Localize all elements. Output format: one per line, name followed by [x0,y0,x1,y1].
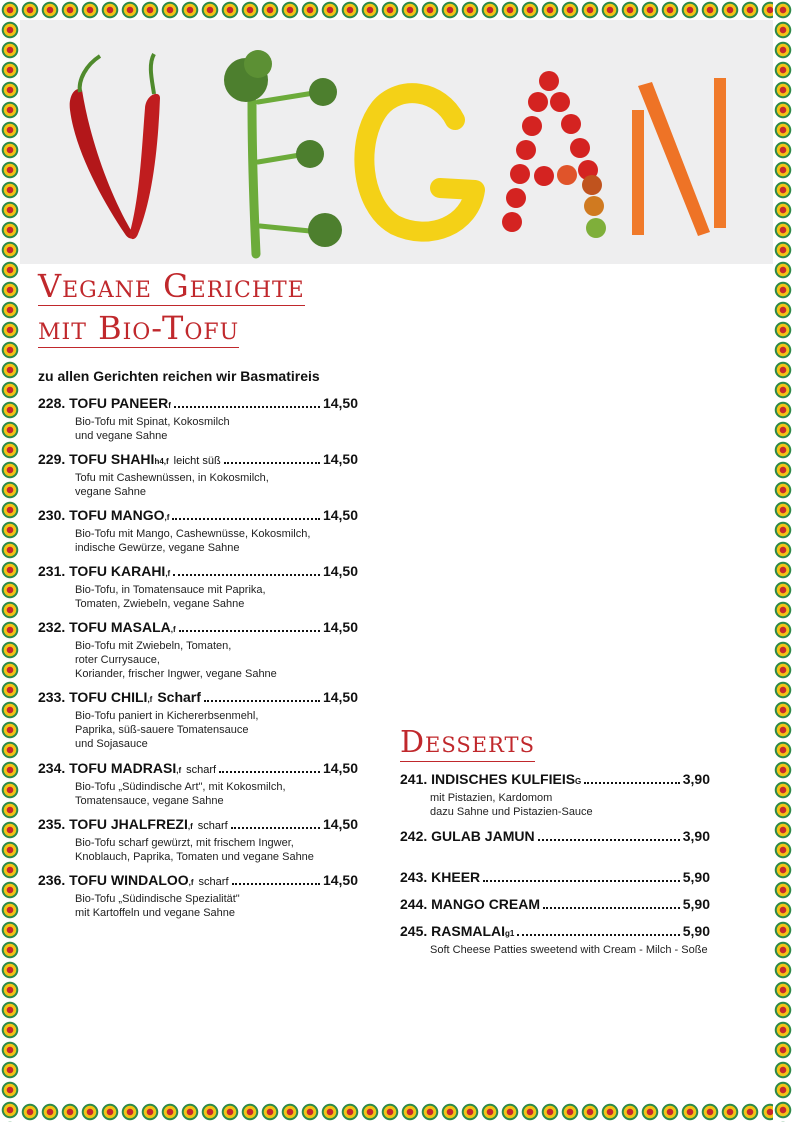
menu-item [38,450,358,499]
menu-item-description: Bio-Tofu „Südindische Spezialität" [75,893,240,905]
dot-leader [517,934,679,936]
menu-item-description: Bio-Tofu mit Spinat, Kokosmilch [75,416,230,428]
menu-item-description: vegane Sahne [75,486,146,498]
menu-item-description: roter Currysauce, [75,654,160,666]
menu-item-heading [38,759,358,780]
menu-item-heading [38,394,358,415]
cherry-tomatoes-a [502,71,606,238]
menu-item-description: Soft Cheese Patties sweetend with Cream - Milch - Soße [430,944,708,956]
menu-item-heading [38,562,358,583]
menu-item-heading [38,506,358,527]
menu-item [38,618,358,681]
dot-leader [172,518,320,520]
menu-item-name: 233. TOFU CHILI [38,689,148,705]
yellow-pepper-g [364,93,475,231]
menu-item-price: 14,50 [322,816,358,832]
allergen-code: ,f [170,625,176,634]
menu-item-description: und vegane Sahne [75,430,168,442]
menu-item-name: 244. MANGO CREAM [400,896,541,912]
menu-item-price: 14,50 [322,395,358,411]
menu-item [38,759,358,808]
menu-item-price: 14,50 [322,689,358,705]
menu-item-name: 236. TOFU WINDALOO [38,872,189,888]
menu-item-name: 242. GULAB JAMUN [400,828,535,844]
chili-pepper-v [70,54,160,239]
menu-item-heading [400,895,710,913]
allergen-code: h4,f [154,457,169,466]
ornamental-border-right [773,0,793,1122]
dot-leader [224,462,320,464]
ornamental-border-bottom [0,1102,793,1122]
menu-item [400,895,710,913]
menu-item-name: 241. INDISCHES KULFIEIS [400,771,576,787]
menu-item-name: 228. TOFU PANEER [38,395,169,411]
menu-item [38,394,358,443]
menu-item [38,506,358,555]
allergen-code: ,f [187,822,193,831]
menu-item-name: 245. RASMALAI [400,923,506,939]
menu-item-heading [38,450,358,471]
menu-item-price: 5,90 [682,896,710,912]
spiciness-note: Scharf [157,689,201,705]
menu-item-description: Tomaten, Zwiebeln, vegane Sahne [75,598,245,610]
menu-item-description: Bio-Tofu paniert in Kichererbsenmehl, [75,710,259,722]
allergen-code: ,f [188,878,194,887]
menu-item-price: 14,50 [322,760,358,776]
menu-item-name: 232. TOFU MASALA [38,619,171,635]
dot-leader [232,883,320,885]
menu-item-price: 14,50 [322,563,358,579]
menu-item-price: 3,90 [682,771,710,787]
menu-item-heading [400,827,710,845]
section-title-line-2: mit Bio-Tofu [38,309,240,347]
allergen-code: ,f [165,569,171,578]
menu-item-name: 235. TOFU JHALFREZI [38,816,188,832]
menu-item-description: Knoblauch, Paprika, Tomaten und vegane Sahne [75,851,314,863]
allergen-code: ,f [176,766,182,775]
menu-item [38,815,358,864]
menu-item [38,871,358,920]
dot-leader [538,839,680,841]
menu-item-price: 3,90 [682,828,710,844]
menu-item-description: Tomatensauce, vegane Sahne [75,795,224,807]
menu-item-price: 14,50 [322,451,358,467]
allergen-code: G [575,777,582,786]
menu-item-description: indische Gewürze, vegane Sahne [75,542,240,554]
menu-item-price: 5,90 [682,869,710,885]
menu-item-heading [400,868,710,886]
menu-item-name: 231. TOFU KARAHI [38,563,166,579]
dot-leader [219,771,320,773]
menu-item-description: mit Pistazien, Kardomom [430,792,553,804]
allergen-code: f [168,401,171,410]
menu-item [400,770,710,819]
menu-item [400,922,710,957]
menu-item-name: 234. TOFU MADRASI [38,760,177,776]
ornamental-border-top [0,0,793,20]
intro-note: zu allen Gerichten reichen wir Basmatireis [38,368,320,384]
allergen-code: ,f [164,513,170,522]
menu-item-description: Bio-Tofu, in Tomatensauce mit Paprika, [75,584,266,596]
menu-item-name: 230. TOFU MANGO [38,507,165,523]
menu-item-heading [38,688,358,709]
spiciness-note: scharf [186,764,217,776]
vegan-vegetable-photo [20,20,773,264]
dot-leader [231,827,320,829]
menu-item-heading [38,815,358,836]
ornamental-border-left [0,0,20,1122]
menu-item-price: 5,90 [682,923,710,939]
section-title-desserts-text: Desserts [400,725,535,760]
section-title-vegan-dishes [38,267,305,354]
menu-item-heading [38,618,358,639]
menu-item-description: Paprika, süß-sauere Tomatensauce [75,724,249,736]
menu-item-description: Bio-Tofu mit Mango, Cashewnüsse, Kokosmilch, [75,528,311,540]
section-title-line-1: Vegane Gerichte [38,267,305,305]
menu-item-description: Bio-Tofu mit Zwiebeln, Tomaten, [75,640,232,652]
menu-item-heading [400,770,710,791]
menu-item-heading [38,871,358,892]
menu-item-description: Bio-Tofu „Südindische Art", mit Kokosmilch, [75,781,286,793]
menu-item-description: und Sojasauce [75,738,148,750]
allergen-code: ,f [147,695,153,704]
allergen-code: g1 [505,929,515,938]
spiciness-note: scharf [198,876,229,888]
menu-item-heading [400,922,710,943]
menu-item-description: dazu Sahne und Pistazien-Sauce [430,806,593,818]
carrot-sticks-n [632,78,726,236]
menu-item-price: 14,50 [322,619,358,635]
menu-item-name: 229. TOFU SHAHI [38,451,155,467]
spiciness-note: leicht süß [173,455,221,467]
dot-leader [543,907,680,909]
menu-item [38,688,358,751]
menu-item [400,868,710,886]
spiciness-note: scharf [197,820,228,832]
menu-item-name: 243. KHEER [400,869,481,885]
menu-item-description: Tofu mit Cashewnüssen, in Kokosmilch, [75,472,269,484]
broccolini-e [224,50,342,254]
section-title-desserts [400,725,535,762]
menu-item-description: Bio-Tofu scharf gewürzt, mit frischem Ingwer, [75,837,294,849]
menu-item-description: Koriander, frischer Ingwer, vegane Sahne [75,668,277,680]
menu-item-price: 14,50 [322,507,358,523]
menu-item [38,562,358,611]
dot-leader [584,782,679,784]
dot-leader [179,630,320,632]
menu-item-description: mit Kartoffeln und vegane Sahne [75,907,236,919]
dot-leader [204,700,320,702]
menu-item [400,827,710,845]
dot-leader [483,880,680,882]
dot-leader [174,406,320,408]
dot-leader [173,574,320,576]
menu-item-price: 14,50 [322,872,358,888]
